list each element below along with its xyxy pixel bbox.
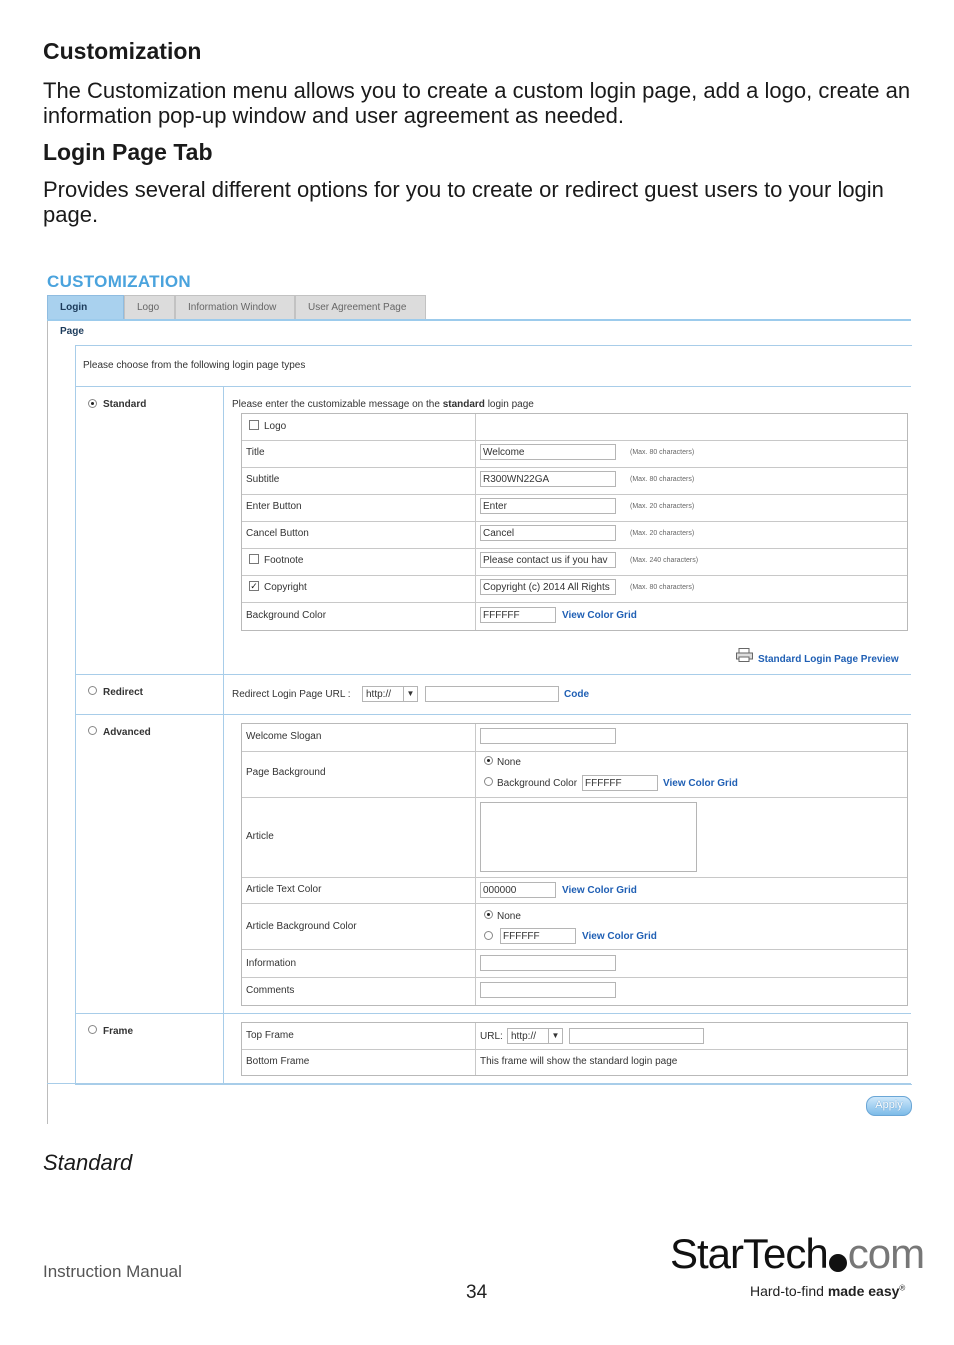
view-color-grid-link[interactable]: View Color Grid [663,778,738,789]
frame-url-label: URL: [480,1031,503,1042]
printer-icon[interactable] [736,648,753,662]
standard-preview-link[interactable]: Standard Login Page Preview [758,654,899,665]
logo-dot-icon [829,1254,847,1272]
redirect-label: Redirect [103,687,144,698]
logo-text: StarTech [670,1230,828,1277]
frame-protocol-value: http:// [511,1031,537,1042]
page-background-label: Page Background [246,767,326,778]
divider [47,1083,911,1084]
article-text-color-label: Article Text Color [246,884,322,895]
redirect-radio[interactable] [88,686,97,695]
logo-checkbox[interactable] [249,420,259,430]
table-row [242,752,907,798]
footer-text: Instruction Manual [43,1262,182,1281]
frame-url-input[interactable] [569,1028,704,1044]
subsection-heading: Login Page Tab [43,139,213,165]
copyright-max-hint: (Max. 80 characters) [630,584,695,591]
welcome-slogan-input[interactable] [480,728,616,744]
information-input[interactable] [480,955,616,971]
tagline-plain: Hard-to-find [750,1283,828,1299]
page-number: 34 [466,1282,488,1303]
divider [75,714,911,715]
intro-paragraph: The Customization menu allows you to create a custom login page, add a logo, create an information pop-up window and user agreement as needed. [43,78,911,128]
view-color-grid-link[interactable]: View Color Grid [562,885,637,896]
background-color-input[interactable]: FFFFFF [480,607,556,623]
subtitle-max-hint: (Max. 80 characters) [630,476,695,483]
tab-information-window[interactable]: Information Window [175,295,295,319]
divider [75,674,911,675]
subtitle-input[interactable]: R300WN22GA [480,471,616,487]
welcome-slogan-label: Welcome Slogan [246,731,322,742]
bottom-frame-label: Bottom Frame [246,1056,310,1067]
tagline-bold: made easy [827,1283,900,1299]
footnote-checkbox[interactable] [249,554,259,564]
chevron-down-icon: ▼ [403,687,417,701]
copyright-input[interactable]: Copyright (c) 2014 All Rights [480,579,616,595]
chevron-down-icon: ▼ [548,1029,562,1043]
tab-bar [47,295,426,337]
logo-com-text: com [847,1230,925,1277]
view-color-grid-link[interactable]: View Color Grid [562,610,637,621]
page-bg-color-radio[interactable] [484,777,493,786]
enter-button-label: Enter Button [246,501,302,512]
comments-label: Comments [246,985,295,996]
page-bg-color-input[interactable]: FFFFFF [582,775,658,791]
section-heading: Customization [43,38,202,64]
article-text-color-input[interactable]: 000000 [480,882,556,898]
redirect-protocol-select[interactable] [362,686,418,702]
page-bg-color-label: Background Color [497,778,578,789]
frame-protocol-select[interactable] [507,1028,563,1044]
apply-button[interactable]: Apply [866,1096,912,1116]
cancel-button-label: Cancel Button [246,528,309,539]
article-bg-color-radio[interactable] [484,931,493,940]
divider [75,1013,911,1014]
frame-label: Frame [103,1026,134,1037]
registered-mark: ® [899,1283,906,1293]
redirect-url-input[interactable] [425,686,559,702]
footnote-input[interactable]: Please contact us if you hav [480,552,616,568]
standard-radio[interactable] [88,399,97,408]
logo-tagline [750,1283,905,1299]
column-divider [223,386,224,1083]
cancel-button-input[interactable]: Cancel [480,525,616,541]
article-bg-none-label: None [497,911,521,922]
page-bg-none-radio[interactable] [484,756,493,765]
standard-description: Please enter the customizable message on the standard login page [232,399,534,410]
startech-logo [670,1230,924,1278]
information-label: Information [246,958,297,969]
tab-user-agreement-page[interactable]: User Agreement Page [295,295,426,319]
title-label: Title [246,447,265,458]
article-bg-color-label: Article Background Color [246,921,357,932]
article-textarea[interactable] [480,802,697,872]
customization-title: CUSTOMIZATION [47,272,191,291]
article-bg-none-radio[interactable] [484,910,493,919]
bottom-frame-text: This frame will show the standard login page [480,1056,678,1067]
cancel-max-hint: (Max. 20 characters) [630,530,695,537]
choose-instructions: Please choose from the following login page types [83,360,306,371]
copyright-checkbox[interactable]: ✓ [250,581,258,591]
table-row [242,414,907,441]
divider [75,386,911,387]
logo-label: Logo [264,421,287,432]
redirect-url-label: Redirect Login Page URL : [232,689,351,700]
advanced-label: Advanced [103,727,151,738]
copyright-label: Copyright [264,582,307,593]
figure-caption: Standard [43,1150,133,1175]
login-tab-paragraph: Provides several different options for you to create or redirect guest users to your login page. [43,177,884,227]
page-bg-none-label: None [497,757,521,768]
view-color-grid-link[interactable]: View Color Grid [582,931,657,942]
top-frame-label: Top Frame [246,1030,294,1041]
tab-logo[interactable]: Logo [124,295,175,319]
article-label: Article [246,831,274,842]
background-color-label: Background Color [246,610,327,621]
frame-radio[interactable] [88,1025,97,1034]
redirect-protocol-value: http:// [366,689,392,700]
article-bg-color-input[interactable]: FFFFFF [500,928,576,944]
tab-underline [47,319,911,321]
standard-label: Standard [103,399,147,410]
footnote-max-hint: (Max. 240 characters) [630,557,699,564]
tab-login-page[interactable]: Login Page [47,295,124,319]
advanced-radio[interactable] [88,726,97,735]
panel-border [47,321,48,1124]
enter-button-input[interactable]: Enter [480,498,616,514]
enter-max-hint: (Max. 20 characters) [630,503,695,510]
subtitle-label: Subtitle [246,474,280,485]
footnote-label: Footnote [264,555,304,566]
title-max-hint: (Max. 80 characters) [630,449,695,456]
comments-input[interactable] [480,982,616,998]
redirect-code-link[interactable]: Code [564,689,589,700]
title-input[interactable]: Welcome [480,444,616,460]
